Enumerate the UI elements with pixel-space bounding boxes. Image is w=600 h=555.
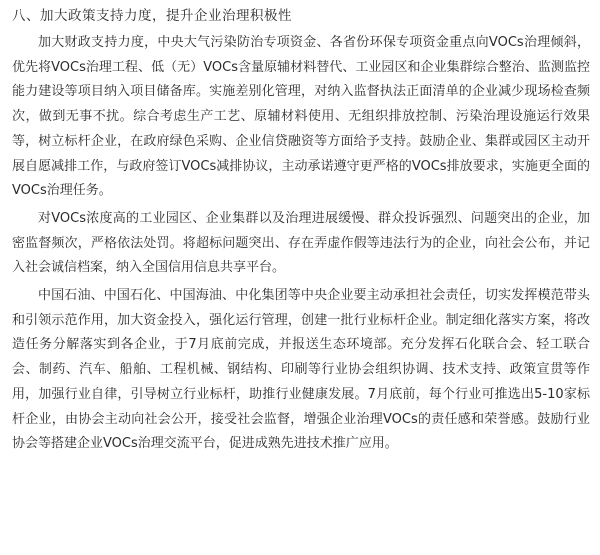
paragraph-financial-support: 加大财政支持力度，中央大气污染防治专项资金、各省份环保专项资金重点向VOCs治理倾斜，优先将VOCs治理工程、低（无）VOCs含量原辅材料替代、工业园区和企业集群综合整治、监测监控能力建设等项目纳入项目储备库。实施差别化管理，对纳入监督执法正面清单的企业减少现场检查频次，做到无事不扰。综合考虑生产工艺、原辅材料使用、无组织排放控制、污染治理设施运行效果等，树立标杆企业，在政府绿色采购、企业信贷融资等方面给予支持。鼓励企业、集群或园区主动开展自愿减排工作，与政府签订VOCs减排协议，主动承诺遵守更严格的VOCs排放要求，实施更全面的VOCs治理任务。 — [12, 35, 590, 199]
section-heading: 八、加大政策支持力度，提升企业治理积极性 — [12, 8, 292, 24]
paragraph-supervision-penalty: 对VOCs浓度高的工业园区、企业集群以及治理进展缓慢、群众投诉强烈、问题突出的企业，加密监督频次，严格依法处罚。将超标问题突出、存在弄虚作假等违法行为的企业，向社会公布，并记入社会诚信档案，纳入全国信用信息共享平台。 — [12, 210, 590, 276]
paragraph-central-enterprises: 中国石油、中国石化、中国海油、中化集团等中央企业要主动承担社会责任，切实发挥模范带头和引领示范作用，加大资金投入，强化运行管理，创建一批行业标杆企业。制定细化落实方案，将改造任务分解落实到各企业，于7月底前完成，并报送生态环境部。充分发挥石化联合会、轻工联合会、制药、汽车、船舶、工程机械、钢结构、印刷等行业协会组织协调、技术支持、政策宣贯等作用，加强行业自律，引导树立行业标杆，助推行业健康发展。7月底前，每个行业可推选出5-10家标杆企业，由协会主动向社会公开，接受社会监督，增强企业治理VOCs的责任感和荣誉感。鼓励行业协会等搭建企业VOCs治理交流平台，促进成熟先进技术推广应用。 — [12, 288, 590, 452]
